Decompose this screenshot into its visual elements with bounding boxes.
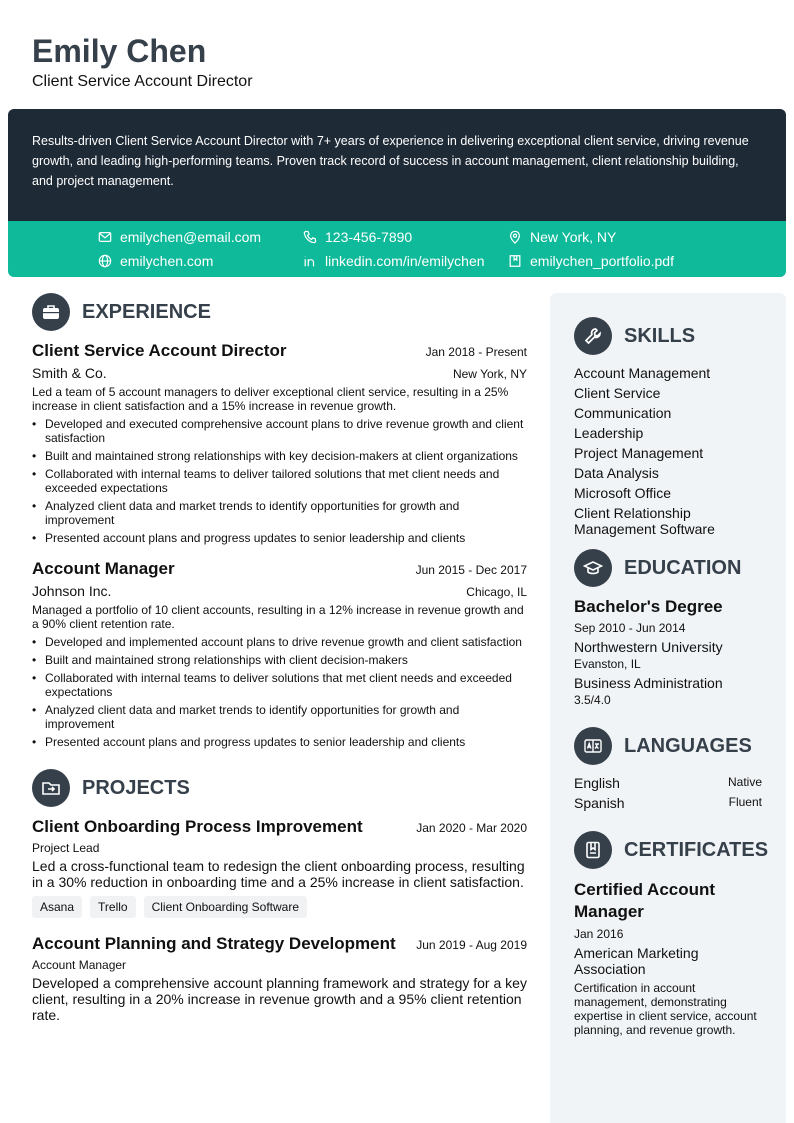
folder-icon xyxy=(32,769,70,807)
project-dates: Jan 2020 - Mar 2020 xyxy=(416,821,527,835)
list-item: Leadership xyxy=(574,425,644,441)
language-row xyxy=(574,775,762,791)
list-item: • Developed and executed comprehensive account plans to drive revenue growth and client satisfaction xyxy=(32,417,527,445)
gpa: 3.5/4.0 xyxy=(574,693,611,707)
contact-email[interactable] xyxy=(98,229,261,245)
contact-linkedin[interactable] xyxy=(303,253,485,269)
job-location: New York, NY xyxy=(452,367,527,381)
resume-header xyxy=(32,32,253,91)
list-item: Client Service xyxy=(574,385,661,401)
summary: Results-driven Client Service Account Director with 7+ years of experience in delivering exceptional client service, driving revenue growth, and leading high-performing teams. Proven track record of success in account management, client relationship building, and project management. xyxy=(8,109,786,221)
skills-title: SKILLS xyxy=(624,324,696,347)
list-item: Communication xyxy=(574,405,672,421)
list-item: • Presented account plans and progress updates to senior leadership and clients xyxy=(32,531,527,545)
certificate-entry xyxy=(574,879,762,1037)
list-item: • Collaborated with internal teams to deliver tailored solutions that met client needs and exceeded expectations xyxy=(32,467,527,495)
field-of-study: Business Administration xyxy=(574,675,723,691)
skills-heading xyxy=(574,317,762,355)
document-icon xyxy=(508,254,522,268)
list-item: • Analyzed client data and market trends to identify opportunities for growth and improvement xyxy=(32,703,527,731)
school: Northwestern University xyxy=(574,639,723,655)
contact-portfolio[interactable] xyxy=(508,253,674,269)
list-item: • Collaborated with internal teams to deliver solutions that met client needs and exceeded expectations xyxy=(32,671,527,699)
mail-icon xyxy=(98,230,112,244)
contact-phone[interactable] xyxy=(303,229,412,245)
list-item: • Built and maintained strong relationships with client decision-makers xyxy=(32,653,527,667)
job-title: Client Service Account Director xyxy=(32,341,287,360)
language-name: English xyxy=(574,775,620,791)
job-company: Smith & Co. xyxy=(32,365,107,381)
contact-bar xyxy=(8,221,786,277)
location-pin-icon xyxy=(508,230,522,244)
certificate-issuer: American Marketing Association xyxy=(574,945,699,977)
job-company: Johnson Inc. xyxy=(32,583,112,599)
degree: Bachelor's Degree xyxy=(574,597,723,616)
candidate-name: Emily Chen xyxy=(32,33,207,69)
list-item: • Presented account plans and progress updates to senior leadership and clients xyxy=(32,735,527,749)
portfolio-text: emilychen_portfolio.pdf xyxy=(530,253,674,269)
tag: Trello xyxy=(90,896,136,918)
experience-heading xyxy=(32,293,527,331)
certificate-description: Certification in account management, demonstrating expertise in client service, account planning, and revenue growth. xyxy=(574,981,757,1037)
wrench-icon xyxy=(574,317,612,355)
linkedin-text: linkedin.com/in/emilychen xyxy=(325,253,485,269)
job-bullets xyxy=(32,635,527,749)
list-item: Account Management xyxy=(574,365,711,381)
job-bullets xyxy=(32,417,527,545)
globe-icon xyxy=(98,254,112,268)
project-description: Developed a comprehensive account planning framework and strategy for a key client, resulting in a 20% increase in revenue growth and a 95% client retention rate. xyxy=(32,975,527,1023)
list-item: Data Analysis xyxy=(574,465,659,481)
list-item: Project Management xyxy=(574,445,704,461)
project-role: Account Manager xyxy=(32,958,127,972)
certificates-heading xyxy=(574,831,769,869)
certificate-icon xyxy=(574,831,612,869)
phone-icon xyxy=(303,230,317,244)
list-item: • Built and maintained strong relationships with key decision-makers at client organizations xyxy=(32,449,527,463)
education-title: EDUCATION xyxy=(624,556,742,579)
job-dates: Jun 2015 - Dec 2017 xyxy=(415,563,527,577)
project-title: Client Onboarding Process Improvement xyxy=(32,817,363,836)
job-dates: Jan 2018 - Present xyxy=(425,345,527,359)
job-entry xyxy=(32,559,527,749)
certificates-title: CERTIFICATES xyxy=(624,838,769,861)
project-description: Led a cross-functional team to redesign the client onboarding process, resulting in a 30% reduction in onboarding time and a 25% increase in client satisfaction. xyxy=(32,858,525,890)
website-text: emilychen.com xyxy=(120,253,214,269)
project-title: Account Planning and Strategy Development xyxy=(32,934,396,953)
education-entry xyxy=(574,597,762,707)
education-dates: Sep 2010 - Jun 2014 xyxy=(574,621,686,635)
briefcase-icon xyxy=(32,293,70,331)
list-item: • Analyzed client data and market trends to identify opportunities for growth and improvement xyxy=(32,499,527,527)
job-summary: Managed a portfolio of 10 client accounts, resulting in a 12% increase in revenue growth and a 90% client retention rate. xyxy=(32,603,524,631)
list-item: • Developed and implemented account plans to drive revenue growth and client satisfaction xyxy=(32,635,527,649)
graduation-cap-icon xyxy=(574,549,612,587)
project-role: Project Lead xyxy=(32,841,100,855)
education-heading xyxy=(574,549,762,587)
project-entry xyxy=(32,934,527,1023)
list-item: Microsoft Office xyxy=(574,485,671,501)
main-column xyxy=(32,293,527,1023)
language-level: Fluent xyxy=(728,795,762,809)
school-location: Evanston, IL xyxy=(574,657,641,671)
tag: Asana xyxy=(32,896,82,918)
language-name: Spanish xyxy=(574,795,625,811)
certificate-title: Certified Account Manager xyxy=(574,880,716,921)
project-dates: Jun 2019 - Aug 2019 xyxy=(416,938,527,952)
projects-title: PROJECTS xyxy=(82,776,190,799)
candidate-title: Client Service Account Director xyxy=(32,73,253,90)
list-item: Client Relationship Management Software xyxy=(574,505,715,537)
job-location: Chicago, IL xyxy=(466,585,527,599)
languages-list xyxy=(574,775,762,811)
tag: Client Onboarding Software xyxy=(144,896,307,918)
certificate-date: Jan 2016 xyxy=(574,927,624,941)
phone-text: 123-456-7890 xyxy=(325,229,413,245)
skills-list xyxy=(574,365,762,537)
linkedin-icon xyxy=(303,254,317,268)
projects-heading xyxy=(32,769,527,807)
sidebar xyxy=(550,293,786,1123)
language-level: Native xyxy=(727,775,762,789)
languages-title: LANGUAGES xyxy=(624,734,752,757)
contact-location xyxy=(508,229,616,245)
job-entry xyxy=(32,341,527,545)
job-title: Account Manager xyxy=(32,559,175,578)
translate-icon xyxy=(574,727,612,765)
project-entry xyxy=(32,817,527,918)
experience-title: EXPERIENCE xyxy=(82,300,211,323)
email-text: emilychen@email.com xyxy=(120,229,262,245)
location-text: New York, NY xyxy=(530,229,617,245)
languages-heading xyxy=(574,727,762,765)
contact-website[interactable] xyxy=(98,253,213,269)
job-summary: Led a team of 5 account managers to deliver exceptional client service, resulting in a 25% increase in client satisfaction and a 15% increase in revenue growth. xyxy=(32,385,509,413)
language-row xyxy=(574,795,762,811)
project-tags xyxy=(32,896,527,918)
